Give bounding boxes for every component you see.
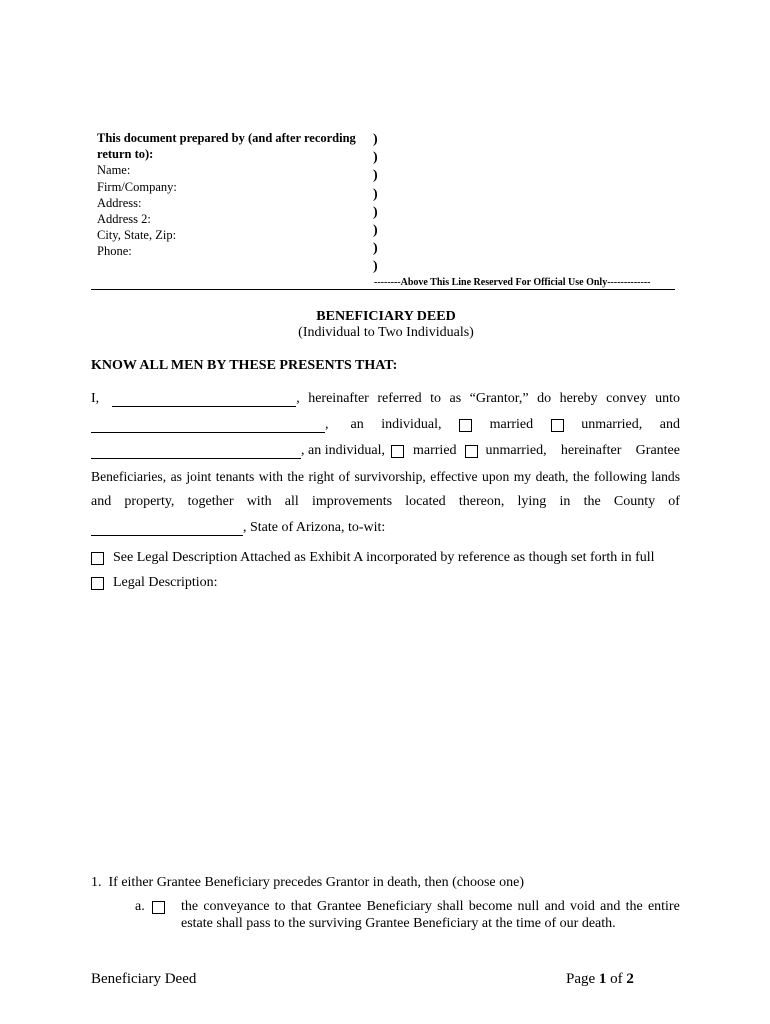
clause-1a-line-2: estate shall pass to the surviving Grantee Beneficiary at the time of our death.	[181, 916, 616, 931]
option-legal	[91, 575, 218, 591]
grantor-prefix: I,	[91, 391, 100, 406]
body-line-5	[91, 494, 680, 510]
word: property,	[124, 494, 175, 509]
word: located	[405, 494, 446, 509]
paren: )	[373, 132, 378, 147]
paren: )	[373, 168, 378, 184]
know-all-heading: KNOW ALL MEN BY THESE PRESENTS THAT:	[91, 358, 398, 373]
word: Beneficiary	[366, 899, 432, 914]
of-word: of	[610, 971, 623, 987]
word: lying	[517, 494, 547, 509]
clause-1a-line-1	[181, 899, 680, 915]
document-subtitle: (Individual to Two Individuals)	[298, 325, 474, 340]
word: together	[187, 494, 234, 509]
word: improvements	[311, 494, 393, 509]
word: all	[284, 494, 299, 509]
paren: )	[373, 150, 378, 166]
clause-1a-label: a.	[135, 899, 145, 914]
prepared-by-block	[97, 130, 356, 260]
page-number: 1	[598, 971, 607, 987]
word: the	[625, 899, 643, 914]
word: to	[274, 899, 286, 914]
grantor-clause	[296, 391, 680, 407]
unmarried-text: unmarried,	[581, 417, 643, 432]
paren: )	[373, 204, 378, 220]
page-indicator	[566, 971, 634, 988]
word: void	[570, 899, 595, 914]
state-text: , State of Arizona, to-wit:	[243, 520, 386, 535]
prepared-by-heading: This document prepared by (and after recording	[97, 131, 356, 145]
county-name-field[interactable]	[91, 521, 243, 536]
paren: )	[373, 241, 378, 257]
paren: )	[373, 223, 378, 239]
exhibit-a-text: See Legal Description Attached as Exhibit A incorporated by reference as though set forth in full	[113, 550, 655, 565]
paren-column	[373, 131, 378, 277]
exhibit-a-checkbox[interactable]	[91, 552, 104, 565]
an-text: an	[350, 417, 364, 432]
clause-1a-checkbox[interactable]	[152, 901, 165, 914]
word: that	[290, 899, 312, 914]
body-line-1	[91, 391, 680, 407]
word: entire	[647, 899, 680, 914]
grantee-text: unmarried, hereinafter Grantee	[485, 443, 680, 458]
city-state-zip-label: City, State, Zip:	[97, 228, 177, 243]
beneficiary-2-unmarried-checkbox[interactable]	[465, 445, 478, 458]
word: null	[517, 899, 540, 914]
word: and	[600, 899, 621, 914]
body-line-4	[91, 469, 680, 485]
legal-description-text: Legal Description:	[113, 575, 218, 590]
name-label: Name:	[97, 163, 131, 178]
prepared-by-heading-cont: return to):	[97, 147, 154, 162]
legal-description-checkbox[interactable]	[91, 577, 104, 590]
firm-label: Firm/Company:	[97, 179, 177, 194]
page-word: Page	[566, 971, 596, 987]
beneficiary-1-name-field[interactable]	[91, 418, 325, 433]
beneficiary-2-name-field[interactable]	[91, 444, 301, 459]
word: County	[613, 494, 656, 509]
body-line-2	[91, 417, 680, 433]
word: in	[559, 494, 571, 509]
grantor-clause-text: , hereinafter referred to as “Grantor,” do hereby convey unto	[296, 391, 680, 406]
word: and	[544, 899, 565, 914]
footer-title: Beneficiary Deed	[91, 971, 197, 987]
word: become	[468, 899, 513, 914]
individual-text: individual,	[381, 417, 442, 432]
word: with	[246, 494, 272, 509]
reserved-line-label: --------Above This Line Reserved For Official Use Only-------------	[374, 277, 651, 288]
paren: )	[373, 259, 378, 275]
word: thereon,	[458, 494, 505, 509]
phone-label: Phone:	[97, 244, 132, 259]
word: Grantee	[317, 899, 362, 914]
an-individual-text: , an individual,	[301, 443, 385, 458]
divider	[91, 289, 675, 290]
address2-label: Address 2:	[97, 212, 151, 227]
word: conveyance	[203, 899, 270, 914]
word: the	[583, 494, 601, 509]
beneficiary-1-married-checkbox[interactable]	[459, 419, 472, 432]
grantor-name-field[interactable]	[112, 392, 297, 407]
body-line-3	[91, 443, 680, 459]
document-title: BENEFICIARY DEED	[316, 309, 456, 324]
comma: ,	[325, 417, 329, 432]
beneficiaries-text: Beneficiaries, as joint tenants with the right of survivorship, effective upon my death, the following lands	[91, 469, 680, 484]
word: shall	[437, 899, 464, 914]
beneficiary-2-married-checkbox[interactable]	[391, 445, 404, 458]
page-total: 2	[626, 971, 634, 987]
body-line-6	[91, 520, 680, 536]
clause-1-text: 1. If either Grantee Beneficiary precedes Grantor in death, then (choose one)	[91, 875, 525, 890]
address-label: Address:	[97, 195, 142, 210]
and-text: and	[659, 417, 680, 432]
paren: )	[373, 186, 378, 202]
word: of	[668, 494, 680, 509]
clause-1	[91, 875, 680, 891]
word: the	[181, 899, 199, 914]
beneficiary-1-unmarried-checkbox[interactable]	[551, 419, 564, 432]
married-text: married	[413, 443, 457, 458]
word: and	[91, 494, 112, 509]
married-text: married	[489, 417, 534, 432]
option-exhibit	[91, 550, 655, 566]
clause-1a-marker	[135, 899, 165, 915]
